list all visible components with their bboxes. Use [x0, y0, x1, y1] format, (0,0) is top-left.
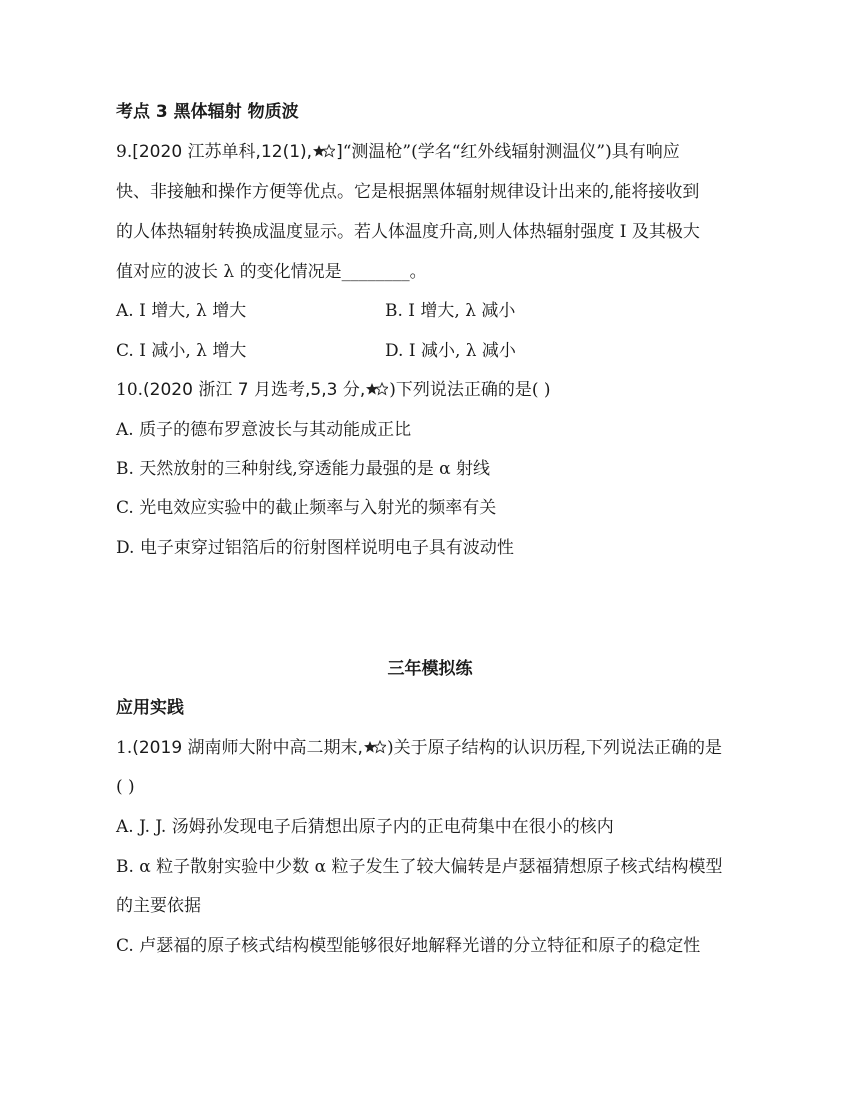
section-title: 三年模拟练 [387, 659, 473, 679]
question-10-line1 [116, 379, 551, 402]
question-number: 10. [116, 380, 144, 400]
question-9-line4: 值对应的波长 λ 的变化情况是________。 [116, 262, 427, 282]
question-source: (2019 湖南师大附中高二期末, [132, 738, 363, 758]
question-source-end: ] [336, 142, 343, 162]
option-b: B. 天然放射的三种射线,穿透能力最强的是 α 射线 [116, 459, 490, 479]
question-stem: )下列说法正确的是( ) [389, 380, 551, 400]
option-b-line1: B. α 粒子散射实验中少数 α 粒子发生了较大偏转是卢瑟福猜想原子核式结构模型 [116, 857, 723, 877]
option-a: A. 质子的德布罗意波长与其动能成正比 [116, 420, 412, 440]
question-stem: )关于原子结构的认识历程,下列说法正确的是 [386, 738, 722, 758]
option-b: B. I 增大, λ 减小 [385, 301, 516, 321]
question-source: [2020 江苏单科,12(1), [132, 142, 313, 162]
question-number: 9. [116, 142, 133, 162]
star-rating-icon [313, 142, 335, 164]
option-a: A. J. J. 汤姆孙发现电子后猜想出原子内的正电荷集中在很小的核内 [116, 817, 614, 837]
section-heading: 考点 3 黑体辐射 物质波 [116, 102, 299, 122]
question-stem: “测温枪”(学名“红外线辐射测温仪”)具有响应 [342, 142, 680, 162]
option-b-line2: 的主要依据 [116, 896, 201, 916]
star-rating-icon [364, 738, 386, 760]
option-c: C. 光电效应实验中的截止频率与入射光的频率有关 [116, 498, 497, 518]
section-subheading: 应用实践 [116, 698, 184, 718]
option-c: C. 卢瑟福的原子核式结构模型能够很好地解释光谱的分立特征和原子的稳定性 [116, 936, 701, 956]
question-number: 1. [116, 738, 133, 758]
question-1-line1 [116, 737, 722, 760]
question-9-line2: 快、非接触和操作方便等优点。它是根据黑体辐射规律设计出来的,能将接收到 [116, 182, 700, 202]
option-c: C. I 减小, λ 增大 [116, 341, 247, 361]
star-rating-icon [366, 380, 388, 402]
question-9-line1 [116, 141, 680, 164]
question-source: (2020 浙江 7 月选考,5,3 分, [143, 380, 366, 400]
option-d: D. I 减小, λ 减小 [385, 341, 516, 361]
question-1-line2: ( ) [116, 777, 135, 797]
option-a: A. I 增大, λ 增大 [116, 301, 247, 321]
question-9-line3: 的人体热辐射转换成温度显示。若人体温度升高,则人体热辐射强度 I 及其极大 [116, 222, 700, 242]
option-d: D. 电子束穿过铝箔后的衍射图样说明电子具有波动性 [116, 538, 514, 558]
